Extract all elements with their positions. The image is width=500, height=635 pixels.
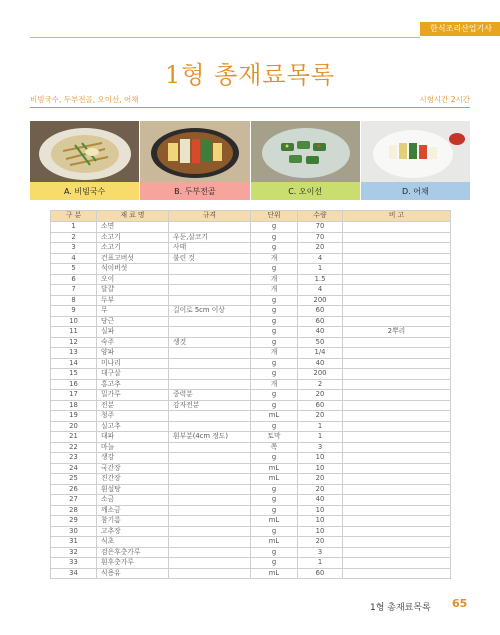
cell-name: 소금 — [97, 495, 169, 506]
cell-unit: g — [251, 495, 298, 506]
col-header-spec: 규격 — [169, 211, 251, 222]
footer-title: 1형 총재료목록 — [370, 603, 431, 613]
cell-unit: g — [251, 316, 298, 327]
cell-no: 16 — [51, 379, 97, 390]
cell-no: 15 — [51, 369, 97, 380]
cell-qty: 70 — [298, 232, 343, 243]
ingredient-table-header — [51, 211, 451, 222]
cell-spec — [169, 264, 251, 275]
cell-qty: 1 — [298, 558, 343, 569]
cell-note — [343, 474, 451, 485]
cell-spec — [169, 274, 251, 285]
cell-unit: g — [251, 264, 298, 275]
table-row — [51, 222, 451, 233]
cell-note — [343, 264, 451, 275]
cell-qty: 10 — [298, 516, 343, 527]
cell-unit: 개 — [251, 274, 298, 285]
table-row — [51, 474, 451, 485]
cell-note — [343, 337, 451, 348]
cell-qty: 10 — [298, 463, 343, 474]
cell-name: 식초 — [97, 537, 169, 548]
cell-no: 32 — [51, 547, 97, 558]
cell-spec: 길이로 5cm 이상 — [169, 306, 251, 317]
cell-unit: g — [251, 232, 298, 243]
cell-no: 6 — [51, 274, 97, 285]
cell-note — [343, 390, 451, 401]
cell-unit: 개 — [251, 379, 298, 390]
table-row — [51, 505, 451, 516]
cell-name: 양파 — [97, 348, 169, 359]
cell-qty: 50 — [298, 337, 343, 348]
cell-name: 건표고버섯 — [97, 253, 169, 264]
ingredient-table-body — [51, 222, 451, 579]
cell-note — [343, 505, 451, 516]
cell-spec — [169, 316, 251, 327]
cell-spec — [169, 537, 251, 548]
cell-spec: 흰부분(4cm 정도) — [169, 432, 251, 443]
cell-note — [343, 484, 451, 495]
table-row — [51, 264, 451, 275]
cell-note — [343, 400, 451, 411]
cell-no: 4 — [51, 253, 97, 264]
cell-qty: 2 — [298, 379, 343, 390]
cell-qty: 1 — [298, 432, 343, 443]
cell-qty: 10 — [298, 453, 343, 464]
cell-unit: g — [251, 222, 298, 233]
cell-spec: 생것 — [169, 337, 251, 348]
cell-spec: 감자전분 — [169, 400, 251, 411]
cell-note — [343, 379, 451, 390]
cell-qty: 60 — [298, 306, 343, 317]
cell-name: 국간장 — [97, 463, 169, 474]
cell-no: 14 — [51, 358, 97, 369]
menu-list: 비빔국수, 두부전골, 오이선, 어채 — [30, 95, 139, 104]
cell-unit: g — [251, 295, 298, 306]
cell-note — [343, 316, 451, 327]
table-row — [51, 547, 451, 558]
table-row — [51, 526, 451, 537]
table-row — [51, 306, 451, 317]
cell-spec — [169, 379, 251, 390]
cell-note — [343, 232, 451, 243]
dish-label-b: B. 두부전골 — [140, 182, 249, 200]
table-row — [51, 442, 451, 453]
cell-unit: g — [251, 243, 298, 254]
cell-no: 9 — [51, 306, 97, 317]
page-number: 65 — [452, 597, 468, 610]
cell-name: 밀가루 — [97, 390, 169, 401]
cell-name: 숙주 — [97, 337, 169, 348]
cell-name: 달걀 — [97, 285, 169, 296]
cell-unit: g — [251, 453, 298, 464]
col-header-unit: 단위 — [251, 211, 298, 222]
table-row — [51, 316, 451, 327]
table-row — [51, 495, 451, 506]
cell-no: 3 — [51, 243, 97, 254]
cell-spec — [169, 568, 251, 579]
cell-qty: 60 — [298, 316, 343, 327]
cell-name: 고추장 — [97, 526, 169, 537]
cell-spec — [169, 495, 251, 506]
cell-unit: 토막 — [251, 432, 298, 443]
table-row — [51, 400, 451, 411]
cell-note — [343, 537, 451, 548]
cell-unit: 개 — [251, 285, 298, 296]
cell-note — [343, 369, 451, 380]
col-header-qty: 수량 — [298, 211, 343, 222]
cell-no: 31 — [51, 537, 97, 548]
cell-no: 8 — [51, 295, 97, 306]
cell-unit: g — [251, 526, 298, 537]
cell-qty: 1 — [298, 421, 343, 432]
cell-unit: g — [251, 337, 298, 348]
cell-unit: g — [251, 306, 298, 317]
cell-no: 19 — [51, 411, 97, 422]
cell-spec — [169, 474, 251, 485]
table-row — [51, 484, 451, 495]
cell-note — [343, 432, 451, 443]
cell-spec — [169, 358, 251, 369]
cell-note — [343, 558, 451, 569]
cell-spec — [169, 505, 251, 516]
page-title: 1형 총재료목록 — [164, 61, 335, 89]
cell-name: 전분 — [97, 400, 169, 411]
cell-note — [343, 348, 451, 359]
cell-spec — [169, 516, 251, 527]
dish-photo-strip — [30, 121, 470, 200]
cell-unit: g — [251, 547, 298, 558]
exam-time: 시험시간 2시간 — [419, 95, 470, 104]
dish-label-c: C. 오이선 — [251, 182, 360, 200]
cell-unit: mL — [251, 411, 298, 422]
cell-no: 11 — [51, 327, 97, 338]
cell-qty: 60 — [298, 400, 343, 411]
cell-name: 대구살 — [97, 369, 169, 380]
subtitle-rule — [30, 107, 470, 108]
category-tag: 한식조리산업기사 — [420, 22, 500, 36]
table-row — [51, 253, 451, 264]
cell-note — [343, 526, 451, 537]
cell-spec — [169, 442, 251, 453]
col-header-note: 비 고 — [343, 211, 451, 222]
cell-no: 30 — [51, 526, 97, 537]
cell-name: 두부 — [97, 295, 169, 306]
table-row — [51, 390, 451, 401]
cell-note — [343, 547, 451, 558]
cell-note — [343, 222, 451, 233]
table-row — [51, 274, 451, 285]
col-header-name: 재 료 명 — [97, 211, 169, 222]
cell-unit: g — [251, 358, 298, 369]
cell-note — [343, 285, 451, 296]
cell-unit: mL — [251, 516, 298, 527]
table-row — [51, 537, 451, 548]
cell-spec: 우둔,살코기 — [169, 232, 251, 243]
cell-no: 33 — [51, 558, 97, 569]
cell-qty: 200 — [298, 369, 343, 380]
cell-qty: 20 — [298, 243, 343, 254]
cell-qty: 20 — [298, 390, 343, 401]
cell-spec: 사태 — [169, 243, 251, 254]
dish-photo-d — [361, 121, 470, 200]
cell-no: 25 — [51, 474, 97, 485]
cell-no: 1 — [51, 222, 97, 233]
cell-name: 대파 — [97, 432, 169, 443]
cell-name: 청주 — [97, 411, 169, 422]
cell-note — [343, 274, 451, 285]
table-row — [51, 348, 451, 359]
cell-spec — [169, 411, 251, 422]
cell-unit: g — [251, 505, 298, 516]
dish-photo-b — [140, 121, 250, 200]
cell-qty: 1/4 — [298, 348, 343, 359]
cell-unit: g — [251, 558, 298, 569]
cell-no: 22 — [51, 442, 97, 453]
header-rule — [30, 37, 420, 38]
cell-unit: g — [251, 421, 298, 432]
table-row — [51, 379, 451, 390]
cell-qty: 10 — [298, 505, 343, 516]
cell-spec — [169, 526, 251, 537]
cell-spec: 불린 것 — [169, 253, 251, 264]
cell-no: 12 — [51, 337, 97, 348]
cell-note — [343, 253, 451, 264]
cell-note — [343, 358, 451, 369]
cell-no: 7 — [51, 285, 97, 296]
cell-name: 깨소금 — [97, 505, 169, 516]
cell-note — [343, 453, 451, 464]
table-row — [51, 243, 451, 254]
cell-no: 24 — [51, 463, 97, 474]
cell-name: 진간장 — [97, 474, 169, 485]
cell-qty: 1.5 — [298, 274, 343, 285]
bibim-guksu-image — [30, 121, 139, 182]
cell-spec — [169, 295, 251, 306]
table-row — [51, 432, 451, 443]
cell-unit: g — [251, 327, 298, 338]
cell-spec — [169, 558, 251, 569]
cell-name: 오이 — [97, 274, 169, 285]
cell-spec — [169, 348, 251, 359]
cell-unit: g — [251, 390, 298, 401]
table-row — [51, 358, 451, 369]
cell-unit: mL — [251, 474, 298, 485]
cell-name: 홍고추 — [97, 379, 169, 390]
cell-unit: 쪽 — [251, 442, 298, 453]
cell-qty: 3 — [298, 442, 343, 453]
cell-note — [343, 295, 451, 306]
cell-spec — [169, 547, 251, 558]
dish-photo-c — [251, 121, 361, 200]
cell-spec: 중력분 — [169, 390, 251, 401]
cell-qty: 10 — [298, 526, 343, 537]
cell-no: 21 — [51, 432, 97, 443]
cell-qty: 40 — [298, 327, 343, 338]
cell-spec — [169, 369, 251, 380]
cell-qty: 40 — [298, 358, 343, 369]
cell-name: 흰후춧가루 — [97, 558, 169, 569]
cell-name: 식용유 — [97, 568, 169, 579]
dish-label-d: D. 어채 — [361, 182, 470, 200]
cell-no: 20 — [51, 421, 97, 432]
ingredient-table — [50, 210, 451, 579]
table-row — [51, 453, 451, 464]
cell-name: 실고추 — [97, 421, 169, 432]
cell-note — [343, 411, 451, 422]
cell-no: 10 — [51, 316, 97, 327]
cell-note — [343, 568, 451, 579]
cell-spec — [169, 285, 251, 296]
table-row — [51, 232, 451, 243]
cell-note — [343, 495, 451, 506]
cell-note — [343, 516, 451, 527]
cell-unit: g — [251, 484, 298, 495]
cell-name: 검은후춧가루 — [97, 547, 169, 558]
dish-photo-a — [30, 121, 140, 200]
cell-spec — [169, 421, 251, 432]
cell-name: 석이버섯 — [97, 264, 169, 275]
table-row — [51, 327, 451, 338]
cell-name: 소고기 — [97, 232, 169, 243]
table-row — [51, 369, 451, 380]
dubu-jeongol-image — [140, 121, 249, 182]
cell-note: 2뿌리 — [343, 327, 451, 338]
cell-qty: 20 — [298, 411, 343, 422]
table-row — [51, 337, 451, 348]
table-row — [51, 568, 451, 579]
cell-name: 마늘 — [97, 442, 169, 453]
cell-no: 26 — [51, 484, 97, 495]
cell-name: 생강 — [97, 453, 169, 464]
cell-qty: 60 — [298, 568, 343, 579]
cell-name: 흰설탕 — [97, 484, 169, 495]
cell-qty: 70 — [298, 222, 343, 233]
cell-no: 28 — [51, 505, 97, 516]
cell-spec — [169, 463, 251, 474]
cell-name: 실파 — [97, 327, 169, 338]
table-row — [51, 516, 451, 527]
cell-spec — [169, 222, 251, 233]
cell-note — [343, 243, 451, 254]
cell-qty: 4 — [298, 285, 343, 296]
cell-name: 무 — [97, 306, 169, 317]
cell-name: 참기름 — [97, 516, 169, 527]
cell-note — [343, 463, 451, 474]
cell-note — [343, 421, 451, 432]
table-row — [51, 285, 451, 296]
cell-unit: 개 — [251, 348, 298, 359]
table-row — [51, 421, 451, 432]
cell-unit: mL — [251, 568, 298, 579]
cell-no: 2 — [51, 232, 97, 243]
cell-qty: 20 — [298, 474, 343, 485]
cell-qty: 40 — [298, 495, 343, 506]
cell-name: 소면 — [97, 222, 169, 233]
cell-no: 29 — [51, 516, 97, 527]
cell-unit: mL — [251, 537, 298, 548]
cell-note — [343, 306, 451, 317]
col-header-no: 구 분 — [51, 211, 97, 222]
dish-label-a: A. 비빔국수 — [30, 182, 139, 200]
oiseon-image — [251, 121, 360, 182]
cell-name: 미나리 — [97, 358, 169, 369]
cell-qty: 20 — [298, 484, 343, 495]
table-row — [51, 295, 451, 306]
cell-unit: mL — [251, 463, 298, 474]
eochae-image — [361, 121, 470, 182]
cell-no: 23 — [51, 453, 97, 464]
table-row — [51, 463, 451, 474]
cell-qty: 3 — [298, 547, 343, 558]
cell-note — [343, 442, 451, 453]
cell-no: 27 — [51, 495, 97, 506]
table-row — [51, 411, 451, 422]
cell-spec — [169, 453, 251, 464]
cell-no: 13 — [51, 348, 97, 359]
cell-name: 당근 — [97, 316, 169, 327]
cell-qty: 4 — [298, 253, 343, 264]
cell-no: 5 — [51, 264, 97, 275]
cell-no: 34 — [51, 568, 97, 579]
cell-spec — [169, 327, 251, 338]
cell-no: 17 — [51, 390, 97, 401]
cell-no: 18 — [51, 400, 97, 411]
cell-qty: 1 — [298, 264, 343, 275]
cell-unit: g — [251, 400, 298, 411]
cell-spec — [169, 484, 251, 495]
cell-qty: 200 — [298, 295, 343, 306]
table-row — [51, 558, 451, 569]
cell-name: 소고기 — [97, 243, 169, 254]
cell-unit: g — [251, 369, 298, 380]
cell-qty: 20 — [298, 537, 343, 548]
cell-unit: 개 — [251, 253, 298, 264]
